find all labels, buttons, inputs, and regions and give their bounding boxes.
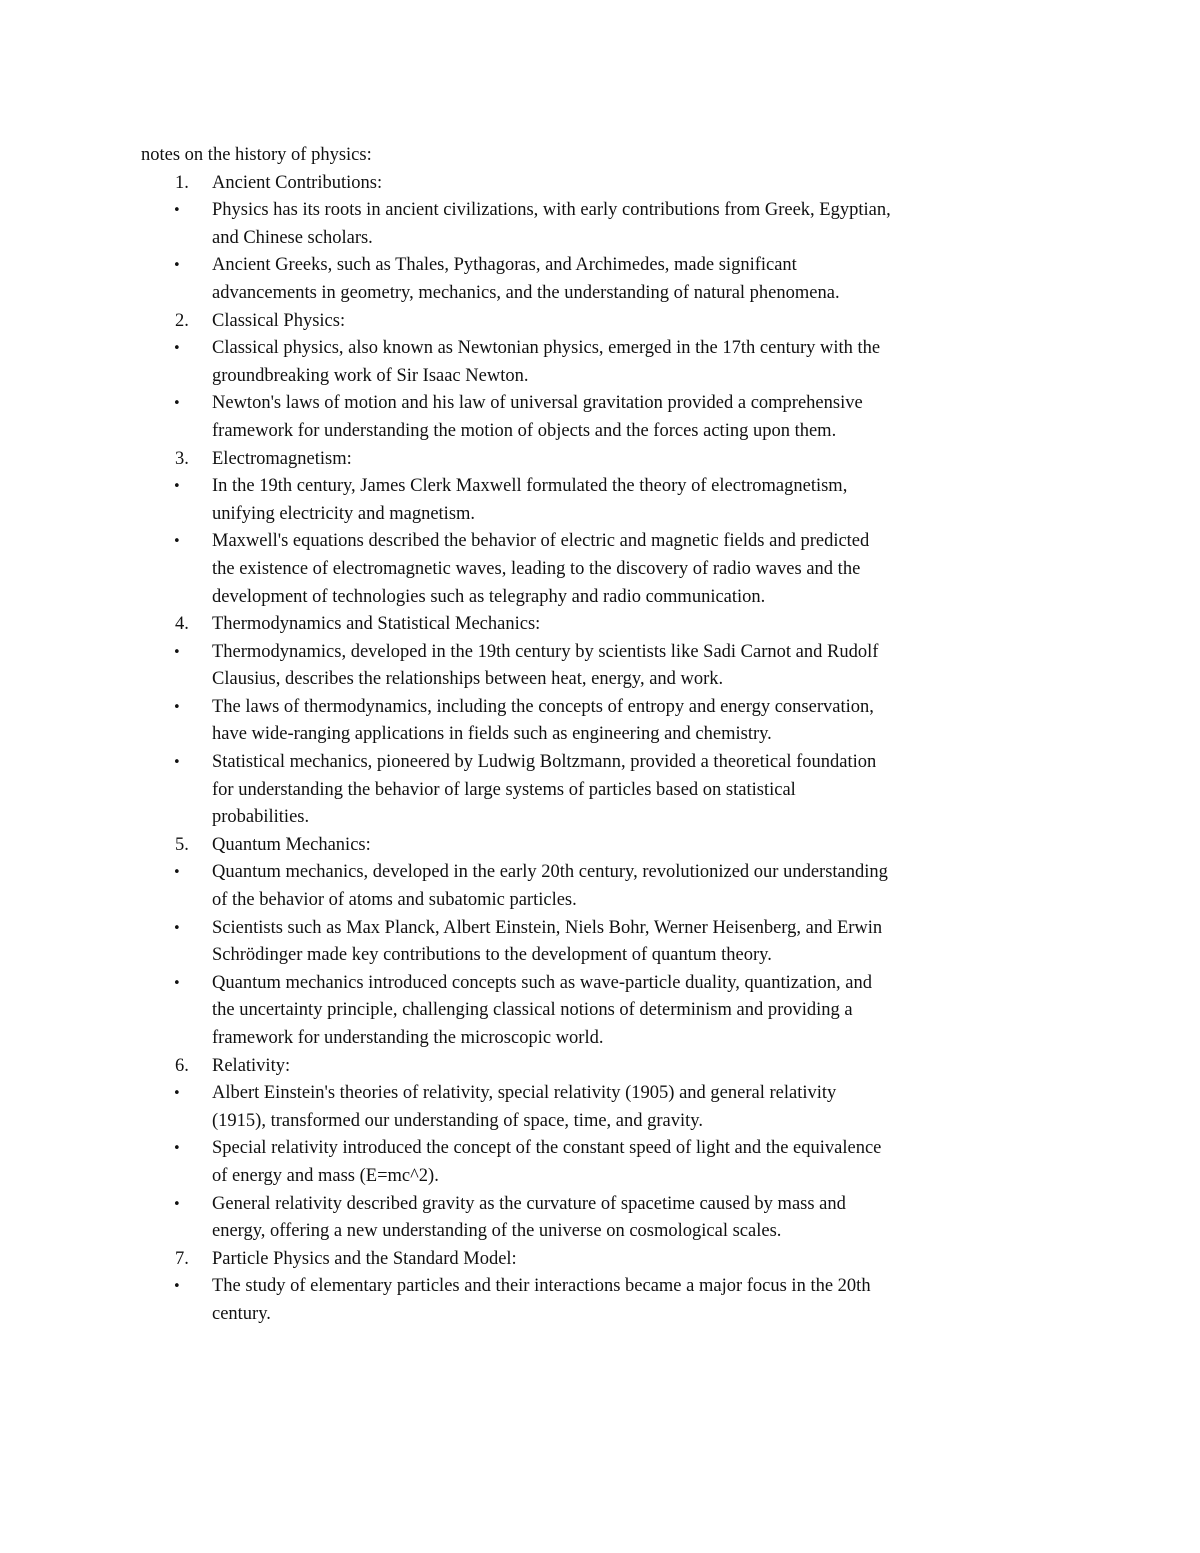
bullet-text-line: Clausius, describes the relationships between heat, energy, and work. [212, 669, 724, 690]
bullet-text-line: and Chinese scholars. [212, 227, 373, 248]
bullet-dot-icon: • [173, 920, 181, 936]
bullet-item [0, 970, 1200, 1053]
bullet-text-line: Quantum mechanics introduced concepts such as wave-particle duality, quantization, and [212, 972, 872, 993]
bullet-text-line: groundbreaking work of Sir Isaac Newton. [212, 365, 529, 386]
bullet-text-line: Schrödinger made key contributions to the development of quantum theory. [212, 945, 772, 966]
bullet-dot-icon: • [173, 203, 181, 219]
section-number: 7. [175, 1248, 189, 1269]
section-number: 3. [175, 448, 189, 469]
bullet-item [0, 915, 1200, 970]
bullet-item [0, 335, 1200, 390]
bullet-text-line: (1915), transformed our understanding of space, time, and gravity. [212, 1110, 703, 1131]
bullet-item [0, 528, 1200, 611]
bullet-dot-icon: • [173, 644, 181, 660]
bullet-dot-icon: • [173, 341, 181, 357]
section-heading: Particle Physics and the Standard Model: [212, 1248, 517, 1269]
section-heading: Ancient Contributions: [212, 172, 383, 193]
bullet-text-line: The laws of thermodynamics, including the concepts of entropy and energy conservation, [212, 696, 874, 717]
section-number: 5. [175, 834, 189, 855]
bullet-item [0, 252, 1200, 307]
bullet-dot-icon: • [173, 975, 181, 991]
section-heading: Electromagnetism: [212, 448, 352, 469]
bullet-text-line: advancements in geometry, mechanics, and the understanding of natural phenomena. [212, 282, 840, 303]
bullet-text-line: General relativity described gravity as the curvature of spacetime caused by mass and [212, 1193, 846, 1214]
bullet-text-line: of the behavior of atoms and subatomic particles. [212, 890, 577, 911]
bullet-dot-icon: • [173, 1279, 181, 1295]
section-heading: Quantum Mechanics: [212, 834, 371, 855]
section-heading-item [0, 611, 1200, 639]
section-heading: Thermodynamics and Statistical Mechanics: [212, 614, 541, 635]
section-heading: Relativity: [212, 1055, 291, 1076]
section-heading-item [0, 1053, 1200, 1081]
section-heading-item [0, 446, 1200, 474]
bullet-text-line: Special relativity introduced the concept of the constant speed of light and the equivalence [212, 1138, 882, 1159]
bullet-text-line: of energy and mass (E=mc^2). [212, 1165, 439, 1186]
bullet-text-line: for understanding the behavior of large systems of particles based on statistical [212, 779, 796, 800]
bullet-dot-icon: • [173, 755, 181, 771]
bullet-text-line: Physics has its roots in ancient civilizations, with early contributions from Greek, Egyptian, [212, 200, 891, 221]
bullet-dot-icon: • [173, 1086, 181, 1102]
section-number: 2. [175, 310, 189, 331]
bullet-text-line: development of technologies such as telegraphy and radio communication. [212, 586, 766, 607]
document-title: notes on the history of physics: [141, 145, 372, 165]
bullet-text-line: Thermodynamics, developed in the 19th century by scientists like Sadi Carnot and Rudolf [212, 641, 879, 662]
section-heading-item [0, 308, 1200, 336]
bullet-item [0, 1273, 1200, 1328]
bullet-item [0, 1191, 1200, 1246]
section-list [0, 170, 1200, 1329]
bullet-item [0, 694, 1200, 749]
bullet-text-line: In the 19th century, James Clerk Maxwell formulated the theory of electromagnetism, [212, 476, 848, 497]
bullet-item [0, 749, 1200, 832]
bullet-text-line: Scientists such as Max Planck, Albert Einstein, Niels Bohr, Werner Heisenberg, and Erwin [212, 917, 883, 938]
bullet-dot-icon: • [173, 258, 181, 274]
section-number: 1. [175, 172, 189, 193]
section-number: 4. [175, 614, 189, 635]
section-heading-item [0, 1246, 1200, 1274]
bullet-text-line: have wide-ranging applications in fields such as engineering and chemistry. [212, 724, 772, 745]
bullet-text-line: framework for understanding the microscopic world. [212, 1028, 604, 1048]
section-heading-item [0, 832, 1200, 860]
bullet-text-line: framework for understanding the motion of objects and the forces acting upon them. [212, 420, 837, 441]
bullet-dot-icon: • [173, 396, 181, 412]
bullet-text-line: Statistical mechanics, pioneered by Ludwig Boltzmann, provided a theoretical foundation [212, 752, 877, 773]
bullet-text-line: Ancient Greeks, such as Thales, Pythagoras, and Archimedes, made significant [212, 255, 797, 276]
bullet-text-line: century. [212, 1303, 271, 1324]
bullet-text-line: Quantum mechanics, developed in the early 20th century, revolutionized our understanding [212, 862, 888, 883]
section-heading: Classical Physics: [212, 310, 346, 331]
bullet-dot-icon: • [173, 699, 181, 715]
bullet-item [0, 859, 1200, 914]
bullet-item [0, 473, 1200, 528]
section-number: 6. [175, 1055, 189, 1076]
bullet-dot-icon: • [173, 1141, 181, 1157]
bullet-item [0, 390, 1200, 445]
bullet-item [0, 1135, 1200, 1190]
bullet-dot-icon: • [173, 1196, 181, 1212]
bullet-text-line: unifying electricity and magnetism. [212, 503, 476, 524]
bullet-item [0, 1080, 1200, 1135]
bullet-text-line: the existence of electromagnetic waves, leading to the discovery of radio waves and the [212, 558, 861, 579]
bullet-text-line: energy, offering a new understanding of the universe on cosmological scales. [212, 1221, 782, 1242]
section-heading-item [0, 170, 1200, 198]
bullet-dot-icon: • [173, 865, 181, 881]
bullet-item [0, 197, 1200, 252]
bullet-text-line: Classical physics, also known as Newtonian physics, emerged in the 17th century with the [212, 338, 881, 359]
bullet-text-line: Albert Einstein's theories of relativity, special relativity (1905) and general relativity [212, 1083, 837, 1104]
bullet-text-line: probabilities. [212, 807, 310, 828]
bullet-text-line: the uncertainty principle, challenging classical notions of determinism and providing a [212, 1000, 853, 1021]
bullet-text-line: The study of elementary particles and their interactions became a major focus in the 20th [212, 1276, 871, 1297]
bullet-dot-icon: • [173, 479, 181, 495]
bullet-text-line: Maxwell's equations described the behavior of electric and magnetic fields and predicted [212, 531, 870, 552]
bullet-text-line: Newton's laws of motion and his law of universal gravitation provided a comprehensive [212, 393, 863, 414]
bullet-dot-icon: • [173, 534, 181, 550]
bullet-item [0, 639, 1200, 694]
